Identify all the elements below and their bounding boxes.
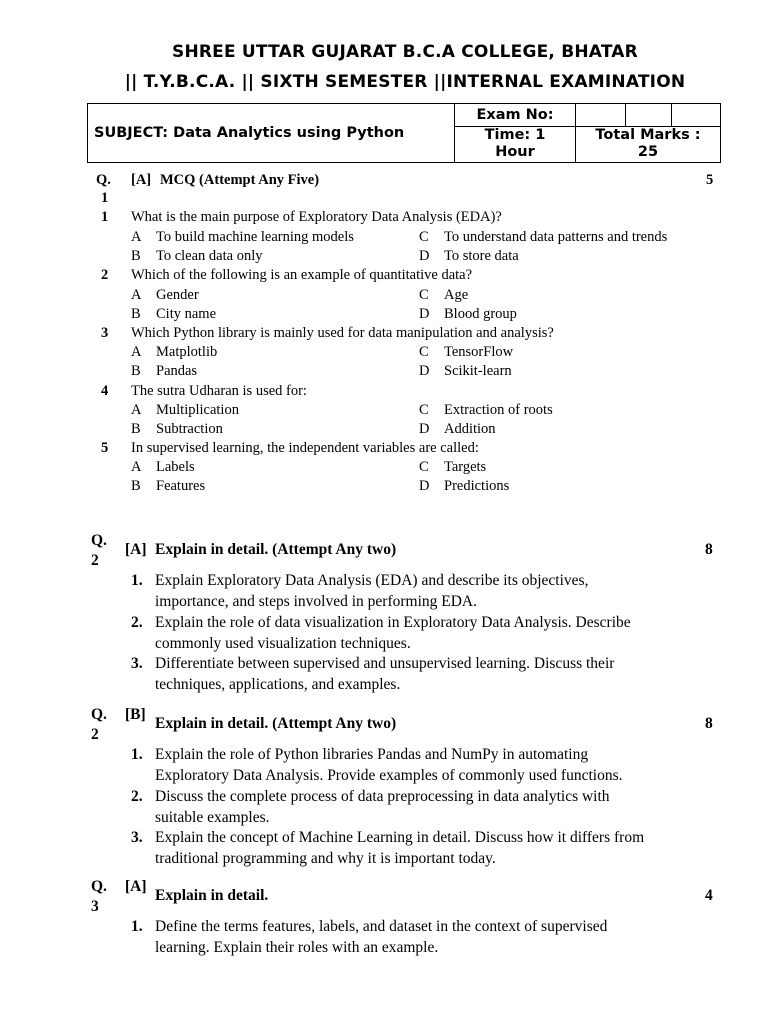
- list-item-text: Explain the role of data visualization in Exploratory Data Analysis. Describe: [155, 614, 631, 631]
- list-item-text: importance, and steps involved in performing EDA.: [155, 593, 477, 610]
- mcq-question: In supervised learning, the independent variables are called:: [131, 440, 479, 456]
- exam-no-box-3: [672, 104, 720, 127]
- mcq-question: Which Python library is mainly used for data manipulation and analysis?: [131, 325, 554, 341]
- mcq-option-text: City name: [156, 306, 217, 322]
- mcq-question: Which of the following is an example of quantitative data?: [131, 267, 473, 283]
- time-unit: Hour: [495, 144, 535, 160]
- list-item-number: 2.: [131, 614, 143, 631]
- mcq-option-label: D: [419, 421, 430, 437]
- time-label: Time: 1: [484, 127, 546, 143]
- q2b-label: Q.: [91, 706, 107, 723]
- list-item-number: 1.: [131, 918, 143, 935]
- mcq-option-label: A: [131, 287, 142, 303]
- list-item-text: Explain the role of Python libraries Pandas and NumPy in automating: [155, 746, 589, 763]
- mcq-option-label: B: [131, 478, 141, 494]
- mcq-option-label: B: [131, 421, 141, 437]
- college-name: SHREE UTTAR GUJARAT B.C.A COLLEGE, BHATAR: [172, 42, 638, 62]
- q2b-heading: Explain in detail. (Attempt Any two): [155, 715, 397, 732]
- subject-cell: [88, 104, 455, 162]
- list-item-number: 1.: [131, 746, 143, 763]
- q2a-section-label: [A]: [125, 541, 147, 558]
- mcq-number: 4: [101, 383, 109, 399]
- mcq-option-text: Pandas: [156, 363, 198, 379]
- q3a-section-label: [A]: [125, 878, 147, 895]
- list-item-text: commonly used visualization techniques.: [155, 635, 411, 652]
- list-item-number: 3.: [131, 655, 143, 672]
- mcq-option-label: A: [131, 459, 142, 475]
- mcq-option-text: Multiplication: [156, 402, 239, 418]
- q2a-marks: 8: [705, 541, 713, 558]
- mcq-option-text: To clean data only: [156, 248, 263, 264]
- mcq-option-text: Features: [156, 478, 206, 494]
- q2a-label: Q.: [91, 532, 107, 549]
- list-item-text: learning. Explain their roles with an example.: [155, 939, 439, 956]
- mcq-option-label: B: [131, 248, 141, 264]
- mcq-option-label: D: [419, 248, 430, 264]
- mcq-option-text: Scikit-learn: [444, 363, 512, 379]
- list-item-text: Exploratory Data Analysis. Provide examples of commonly used functions.: [155, 767, 623, 784]
- mcq-option-text: Blood group: [444, 306, 517, 322]
- time-cell: [455, 127, 576, 162]
- list-item-text: Explain the concept of Machine Learning in detail. Discuss how it differs from: [155, 829, 645, 846]
- exam-no-box-2: [626, 104, 672, 127]
- q3a-marks: 4: [705, 887, 713, 904]
- subject-label: SUBJECT: Data Analytics using Python: [94, 125, 405, 141]
- q1-label: Q.: [96, 172, 111, 188]
- mcq-option-label: D: [419, 306, 430, 322]
- exam-header-table: [87, 103, 721, 163]
- mcq-option-label: A: [131, 229, 142, 245]
- mcq-option-label: A: [131, 344, 142, 360]
- exam-title: || T.Y.B.C.A. || SIXTH SEMESTER ||INTERNAL EXAMINATION: [124, 72, 686, 92]
- mcq-option-text: Addition: [444, 421, 496, 437]
- mcq-option-label: B: [131, 306, 141, 322]
- list-item-number: 2.: [131, 788, 143, 805]
- list-item-text: Differentiate between supervised and unsupervised learning. Discuss their: [155, 655, 615, 672]
- total-marks-value: 25: [637, 144, 659, 160]
- mcq-option-text: Subtraction: [156, 421, 223, 437]
- q2a-number: 2: [91, 552, 99, 569]
- mcq-question: The sutra Udharan is used for:: [131, 383, 307, 399]
- mcq-option-text: Predictions: [444, 478, 510, 494]
- mcq-option-label: D: [419, 478, 430, 494]
- list-item-text: Discuss the complete process of data preprocessing in data analytics with: [155, 788, 610, 805]
- list-item-number: 1.: [131, 572, 143, 589]
- list-item-text: traditional programming and why it is important today.: [155, 850, 496, 867]
- mcq-option-text: Labels: [156, 459, 195, 475]
- list-item-text: suitable examples.: [155, 809, 270, 826]
- list-item-text: Define the terms features, labels, and dataset in the context of supervised: [155, 918, 608, 935]
- q1-marks: 5: [706, 172, 714, 188]
- mcq-option-text: TensorFlow: [444, 344, 514, 360]
- mcq-option-text: Extraction of roots: [444, 402, 553, 418]
- exam-no-label: Exam No:: [455, 104, 576, 127]
- q1-heading: MCQ (Attempt Any Five): [160, 172, 320, 188]
- list-item-text: Explain Exploratory Data Analysis (EDA) and describe its objectives,: [155, 572, 589, 589]
- q2a-heading: Explain in detail. (Attempt Any two): [155, 541, 397, 558]
- exam-no-box-1: [576, 104, 626, 127]
- mcq-option-text: To build machine learning models: [156, 229, 354, 245]
- mcq-option-label: C: [419, 344, 429, 360]
- mcq-number: 2: [101, 267, 109, 283]
- total-marks-cell: [576, 127, 720, 162]
- mcq-option-text: Gender: [156, 287, 199, 303]
- mcq-option-text: Age: [444, 287, 469, 303]
- mcq-option-text: Matplotlib: [156, 344, 218, 360]
- mcq-option-label: C: [419, 402, 429, 418]
- mcq-option-label: B: [131, 363, 141, 379]
- q2b-section-label: [B]: [125, 706, 146, 723]
- list-item-number: 3.: [131, 829, 143, 846]
- q2b-number: 2: [91, 726, 99, 743]
- q2b-marks: 8: [705, 715, 713, 732]
- list-item-text: techniques, applications, and examples.: [155, 676, 401, 693]
- q1-number: 1: [101, 190, 109, 206]
- q3a-heading: Explain in detail.: [155, 887, 269, 904]
- mcq-number: 1: [101, 209, 109, 225]
- mcq-question: What is the main purpose of Exploratory Data Analysis (EDA)?: [131, 209, 502, 225]
- mcq-option-label: C: [419, 459, 429, 475]
- mcq-option-label: A: [131, 402, 142, 418]
- mcq-option-text: To understand data patterns and trends: [444, 229, 668, 245]
- mcq-number: 5: [101, 440, 109, 456]
- mcq-option-label: C: [419, 229, 429, 245]
- mcq-number: 3: [101, 325, 109, 341]
- q1-section-label: [A]: [131, 172, 152, 188]
- q3a-number: 3: [91, 898, 99, 915]
- total-marks-label: Total Marks :: [595, 127, 701, 143]
- mcq-option-text: Targets: [444, 459, 487, 475]
- mcq-option-label: D: [419, 363, 430, 379]
- mcq-option-label: C: [419, 287, 429, 303]
- mcq-option-text: To store data: [444, 248, 519, 264]
- q3a-label: Q.: [91, 878, 107, 895]
